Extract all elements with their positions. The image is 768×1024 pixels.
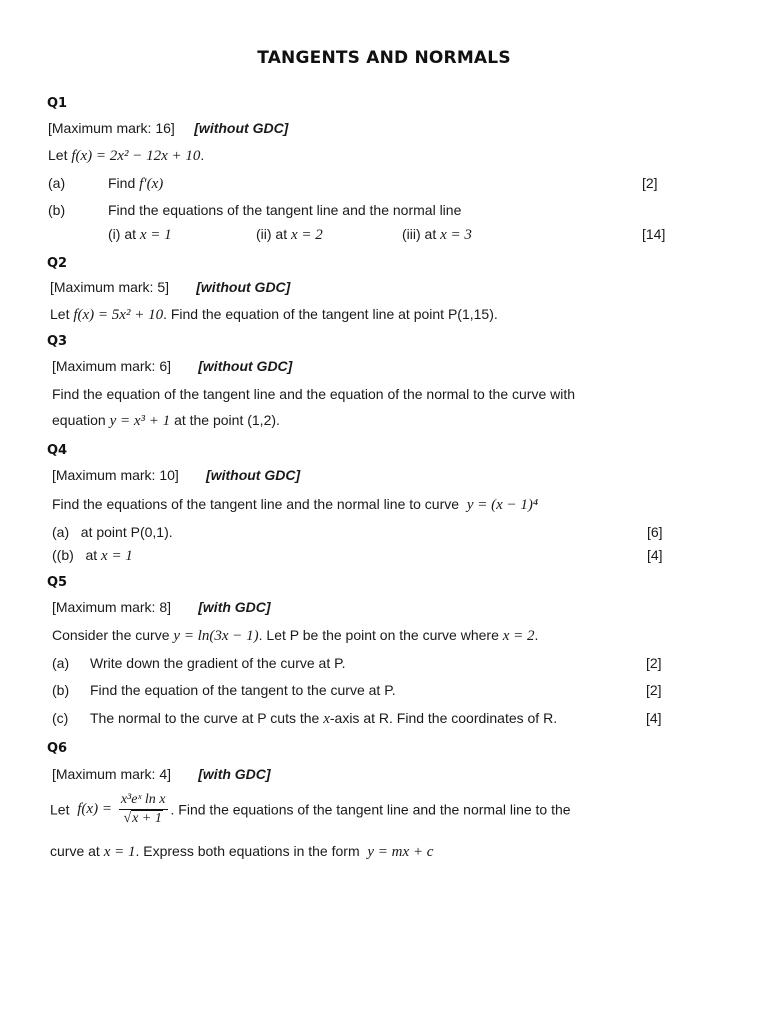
- q5-part-c-text-pre: The normal to the curve at P cuts the: [90, 710, 320, 726]
- q5-part-c-axis: x: [323, 711, 330, 727]
- q4-label: Q4: [47, 443, 68, 458]
- q2-function: f(x) = 5x² + 10: [73, 307, 164, 323]
- q6-statement: [50, 792, 571, 827]
- q3-line2: [52, 412, 280, 430]
- q2-let: Let: [50, 306, 70, 322]
- q1-part-a-text: Find: [108, 175, 136, 191]
- q5-part-b-label: (b): [52, 682, 70, 698]
- q1-part-a: [108, 175, 163, 193]
- q6-numerator: x³eˣ ln x: [119, 792, 168, 810]
- q2-header: [50, 279, 290, 295]
- q1-header: [48, 120, 288, 136]
- q6-point: x = 1: [103, 844, 136, 860]
- q5-label: Q5: [47, 575, 68, 590]
- q5-part-c-label: (c): [52, 710, 69, 726]
- q4-text: Find the equations of the tangent line and the normal line to curve: [52, 496, 460, 512]
- q1-let: Let: [48, 147, 68, 163]
- page-title: TANGENTS AND NORMALS: [257, 48, 511, 68]
- q6-text: . Find the equations of the tangent line and the normal line to the: [170, 801, 571, 818]
- q1-part-b-iii-math: x = 3: [440, 227, 472, 243]
- q4-part-b-text: at: [85, 547, 98, 563]
- q4-max-mark: [Maximum mark: 10]: [52, 467, 179, 483]
- q5-max-mark: [Maximum mark: 8]: [52, 599, 172, 615]
- q1-part-b-ii: [256, 226, 323, 244]
- q3-gdc: [without GDC]: [198, 358, 293, 374]
- q4-part-b-label: ((b): [52, 547, 74, 563]
- q5-statement: [52, 627, 538, 645]
- q6-line2-mid: . Express both equations in the form: [135, 843, 360, 859]
- q4-gdc: [without GDC]: [206, 467, 301, 483]
- q1-max-mark: [Maximum mark: 16]: [48, 120, 175, 136]
- q3-line1: Find the equation of the tangent line and the equation of the normal to the curve with: [52, 386, 576, 402]
- q2-gdc: [without GDC]: [196, 279, 291, 295]
- q1-part-b-iii: [402, 226, 472, 244]
- q6-fraction: [119, 792, 168, 827]
- q1-part-b-ii-math: x = 2: [291, 227, 323, 243]
- q6-line2-pre: curve at: [50, 843, 100, 859]
- q2-label: Q2: [47, 256, 68, 271]
- q2-text: . Find the equation of the tangent line at point P(1,15).: [163, 306, 498, 322]
- q1-part-a-math: f′(x): [139, 176, 164, 192]
- q6-denominator-wrap: [119, 810, 168, 827]
- q5-part-c-mark: [4]: [646, 710, 662, 726]
- q4-part-a: [52, 524, 173, 540]
- q3-function: y = x³ + 1: [109, 413, 171, 429]
- q1-label: Q1: [47, 96, 68, 111]
- q6-label: Q6: [47, 741, 68, 756]
- q3-line2-post: at the point (1,2).: [174, 412, 280, 428]
- q6-line2: [50, 843, 433, 861]
- q1-part-b-ii-label: (ii) at: [256, 226, 288, 242]
- q4-part-a-mark: [6]: [647, 524, 663, 540]
- q5-function: y = ln(3x − 1): [173, 628, 259, 644]
- q6-form: y = mx + c: [367, 844, 434, 860]
- q6-denominator: x + 1: [132, 811, 162, 826]
- q1-part-b-label: (b): [48, 202, 66, 218]
- q4-header: [52, 467, 300, 483]
- q5-part-c-text-post: -axis at R. Find the coordinates of R.: [329, 710, 558, 726]
- q5-part-a-text: Write down the gradient of the curve at P.: [90, 655, 346, 671]
- q5-text-pre: Consider the curve: [52, 627, 170, 643]
- q1-part-b-mark: [14]: [642, 226, 666, 242]
- q6-gdc: [with GDC]: [198, 766, 271, 782]
- q3-label: Q3: [47, 334, 68, 349]
- q5-gdc: [with GDC]: [198, 599, 271, 615]
- q3-header: [52, 358, 292, 374]
- q5-part-a-mark: [2]: [646, 655, 662, 671]
- q1-part-b-i: [108, 226, 172, 244]
- q5-part-a-label: (a): [52, 655, 70, 671]
- q5-part-c: [90, 710, 557, 728]
- q1-statement: Let f(x) = 2x² − 12x + 10.: [48, 147, 205, 164]
- q4-part-a-label: (a): [52, 524, 70, 540]
- q3-max-mark: [Maximum mark: 6]: [52, 358, 172, 374]
- sqrt-icon: √: [123, 811, 132, 826]
- q6-let: Let: [50, 801, 70, 818]
- q2-max-mark: [Maximum mark: 5]: [50, 279, 170, 295]
- q1-part-b-iii-label: (iii) at: [402, 226, 437, 242]
- q1-function: f(x) = 2x² − 12x + 10: [71, 148, 201, 164]
- q4-part-a-text: at point P(0,1).: [80, 524, 173, 540]
- q4-part-b-math: x = 1: [101, 548, 133, 564]
- q5-part-b-mark: [2]: [646, 682, 662, 698]
- q1-part-b-i-math: x = 1: [139, 227, 172, 243]
- q3-line2-pre: equation: [52, 412, 106, 428]
- q5-header: [52, 599, 271, 615]
- q6-header: [52, 766, 271, 782]
- q6-max-mark: [Maximum mark: 4]: [52, 766, 172, 782]
- q4-part-b: [52, 547, 133, 565]
- q1-part-a-mark: [2]: [642, 175, 658, 191]
- q2-statement: [50, 306, 498, 324]
- q1-part-b-text: Find the equations of the tangent line and the normal line: [108, 202, 462, 218]
- q1-part-a-label: (a): [48, 175, 66, 191]
- q4-part-b-mark: [4]: [647, 547, 663, 563]
- q5-part-b-text: Find the equation of the tangent to the curve at P.: [90, 682, 396, 698]
- q5-point: x = 2: [502, 628, 535, 644]
- q4-statement: [52, 496, 538, 514]
- q5-text-post: .: [534, 627, 539, 643]
- q1-gdc: [without GDC]: [194, 120, 289, 136]
- q1-part-b-i-label: (i) at: [108, 226, 136, 242]
- q6-function-lhs: f(x) =: [77, 801, 112, 817]
- q4-function: y = (x − 1)⁴: [466, 497, 539, 513]
- q5-text-mid: . Let P be the point on the curve where: [258, 627, 499, 643]
